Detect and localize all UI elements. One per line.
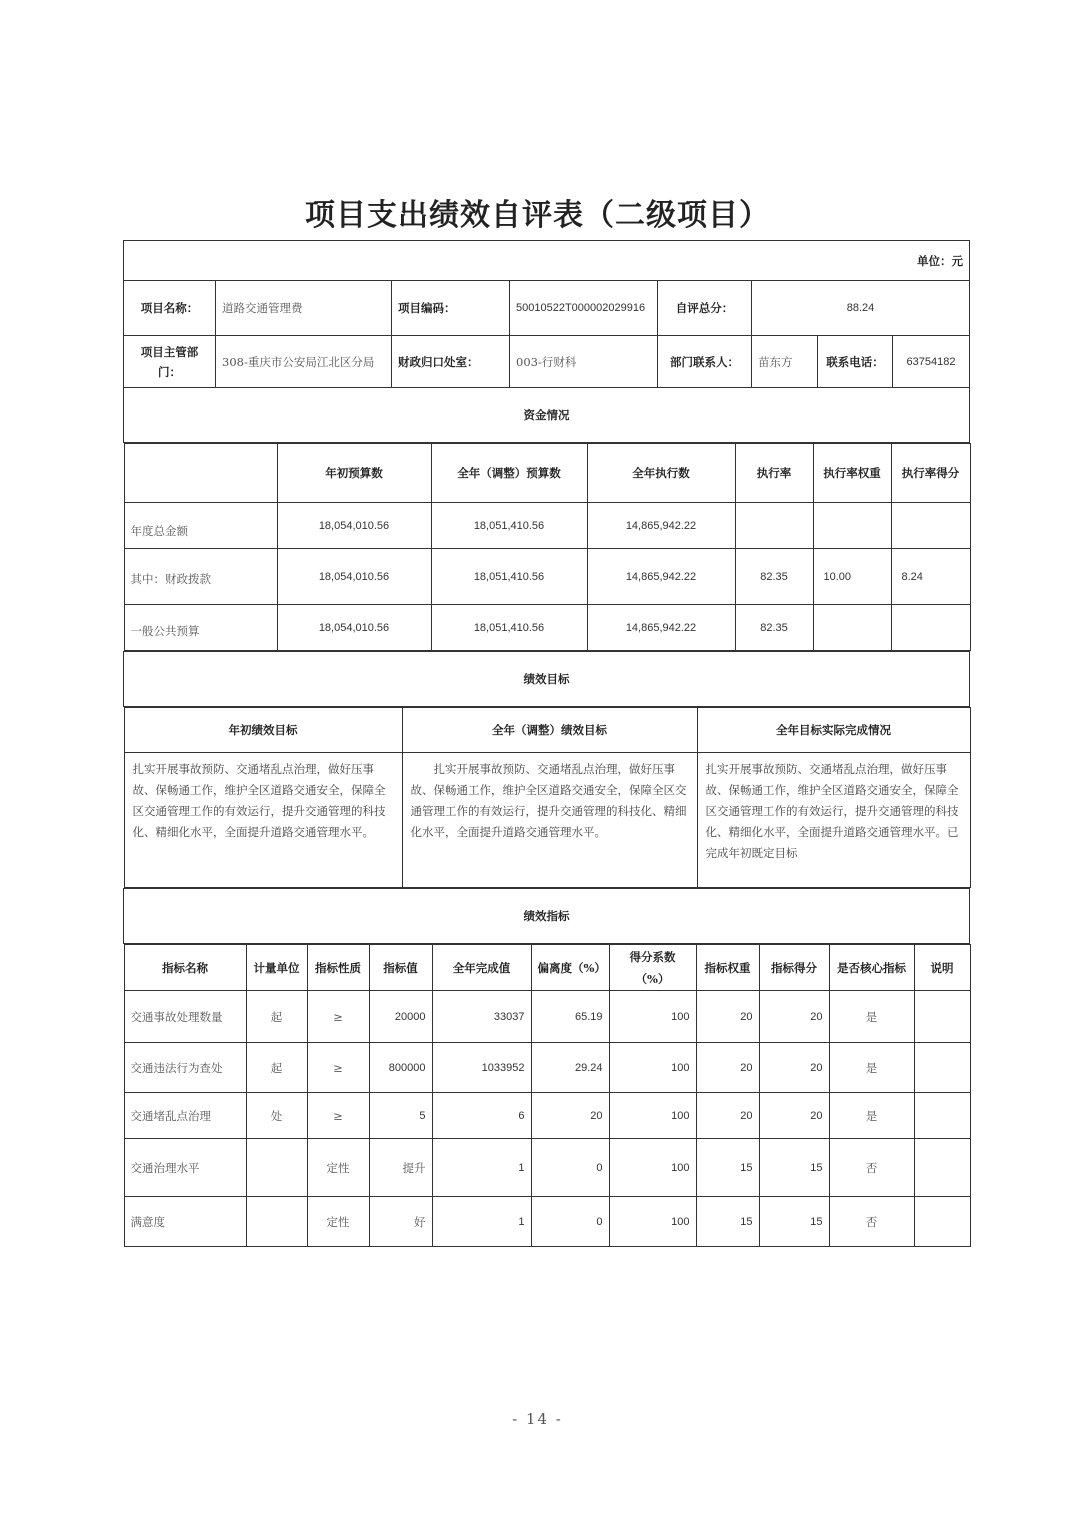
indicator-core: 是 [829,991,914,1043]
indicator-deviation: 65.19 [531,991,609,1043]
indicator-completed: 1 [432,1197,531,1247]
indicator-name: 交通违法行为查处 [124,1043,246,1093]
indicator-row [124,1139,970,1197]
funds-table [124,443,971,651]
funds-cell: 18,051,410.56 [431,605,587,651]
indicator-coefficient: 100 [609,1093,696,1139]
indicator-note [914,1197,970,1247]
indicator-value: 800000 [369,1043,432,1093]
indicator-nature: ≥ [307,1093,369,1139]
indicator-row [124,1093,970,1139]
funds-cell: 18,054,010.56 [277,503,431,549]
indicator-header-value: 指标值 [369,945,432,991]
goal-actual-text: 扎实开展事故预防、交通堵乱点治理，做好压事故、保畅通工作，维护全区道路交通安全，保障全区交通管理工作的有效运行，提升交通管理的科技化、精细化水平，全面提升道路交通管理水平。已完成年初既定目标 [697,753,970,888]
project-code-value: 50010522T000002029916 [510,281,658,336]
indicator-unit: 起 [246,1043,307,1093]
indicator-nature: 定性 [307,1139,369,1197]
indicator-coefficient: 100 [609,991,696,1043]
indicator-weight: 20 [696,991,759,1043]
funds-section-title: 资金情况 [124,388,970,443]
dept-value: 308-重庆市公安局江北区分局 [216,336,392,388]
indicator-deviation: 20 [531,1093,609,1139]
indicator-value: 好 [369,1197,432,1247]
indicator-coefficient: 100 [609,1197,696,1247]
funds-cell: 8.24 [891,549,970,605]
indicator-completed: 1 [432,1139,531,1197]
indicator-coefficient: 100 [609,1139,696,1197]
page-number: - 14 - [512,1410,563,1428]
indicator-core: 否 [829,1197,914,1247]
indicator-name: 满意度 [124,1197,246,1247]
contact-label: 部门联系人： [658,336,752,388]
indicator-header-note: 说明 [914,945,970,991]
indicator-weight: 15 [696,1139,759,1197]
page-title: 项目支出绩效自评表（二级项目） [305,198,770,233]
indicator-weight: 20 [696,1043,759,1093]
indicator-coefficient: 100 [609,1043,696,1093]
evaluation-table [123,240,970,1247]
funds-cell: 14,865,942.22 [587,605,735,651]
indicator-completed: 1033952 [432,1043,531,1093]
funds-cell: 10.00 [813,549,891,605]
indicator-deviation: 0 [531,1139,609,1197]
indicator-header-score: 指标得分 [759,945,829,991]
indicator-unit [246,1139,307,1197]
finance-office-label: 财政归口处室： [392,336,510,388]
indicator-weight: 20 [696,1093,759,1139]
funds-header-rate: 执行率 [735,444,813,503]
self-score-value: 88.24 [752,281,970,336]
project-code-label: 项目编码： [392,281,510,336]
indicator-deviation: 29.24 [531,1043,609,1093]
funds-row-label: 一般公共预算 [124,605,277,651]
phone-label: 联系电话： [818,336,893,388]
indicator-value: 5 [369,1093,432,1139]
indicator-header-deviation: 偏离度（%） [531,945,609,991]
indicator-note [914,991,970,1043]
indicator-header-core: 是否核心指标 [829,945,914,991]
funds-cell [735,503,813,549]
goals-header-adjusted: 全年（调整）绩效目标 [402,708,697,753]
goals-table [124,707,971,888]
indicator-header-unit: 计量单位 [246,945,307,991]
indicator-score: 15 [759,1197,829,1247]
indicator-nature: ≥ [307,991,369,1043]
indicator-header-completed: 全年完成值 [432,945,531,991]
indicators-table [124,944,971,1247]
funds-cell: 82.35 [735,605,813,651]
indicator-value: 提升 [369,1139,432,1197]
indicator-nature: ≥ [307,1043,369,1093]
funds-row-label: 年度总金额 [124,503,277,549]
indicator-name: 交通事故处理数量 [124,991,246,1043]
funds-cell: 18,054,010.56 [277,605,431,651]
contact-value: 苗东方 [752,336,818,388]
funds-cell: 18,051,410.56 [431,503,587,549]
funds-cell [891,503,970,549]
indicator-header-coefficient: 得分系数（%） [609,945,696,991]
funds-cell: 82.35 [735,549,813,605]
indicator-unit: 起 [246,991,307,1043]
project-name-value: 道路交通管理费 [216,281,392,336]
funds-cell: 14,865,942.22 [587,549,735,605]
funds-row-label: 其中：财政拨款 [124,549,277,605]
indicator-core: 是 [829,1043,914,1093]
indicator-row [124,1197,970,1247]
indicator-unit: 处 [246,1093,307,1139]
goals-header-actual: 全年目标实际完成情况 [697,708,970,753]
goals-section-title: 绩效目标 [124,652,970,707]
funds-header-executed: 全年执行数 [587,444,735,503]
funds-cell: 14,865,942.22 [587,503,735,549]
self-score-label: 自评总分： [658,281,752,336]
funds-header-adjusted-budget: 全年（调整）预算数 [431,444,587,503]
goal-adjusted-text: 扎实开展事故预防、交通堵乱点治理，做好压事故、保畅通工作，维护全区道路交通安全，保障全区交通管理工作的有效运行，提升交通管理的科技化、精细化水平，全面提升道路交通管理水平。 [402,753,697,888]
indicator-note [914,1043,970,1093]
indicator-score: 15 [759,1139,829,1197]
funds-header-rate-weight: 执行率权重 [813,444,891,503]
goal-initial-text: 扎实开展事故预防、交通堵乱点治理，做好压事故、保畅通工作，维护全区道路交通安全，保障全区交通管理工作的有效运行，提升交通管理的科技化、精细化水平，全面提升道路交通管理水平。 [124,753,402,888]
funds-cell [813,605,891,651]
phone-value: 63754182 [893,336,970,388]
indicator-deviation: 0 [531,1197,609,1247]
indicator-unit [246,1197,307,1247]
indicator-nature: 定性 [307,1197,369,1247]
indicator-header-weight: 指标权重 [696,945,759,991]
indicator-row [124,1043,970,1093]
indicator-note [914,1139,970,1197]
indicator-name: 交通堵乱点治理 [124,1093,246,1139]
indicator-row [124,991,970,1043]
unit-label: 单位：元 [124,241,970,281]
funds-header-blank [124,444,277,503]
indicator-value: 20000 [369,991,432,1043]
funds-cell: 18,051,410.56 [431,549,587,605]
indicator-name: 交通治理水平 [124,1139,246,1197]
indicator-completed: 33037 [432,991,531,1043]
indicator-score: 20 [759,1093,829,1139]
indicator-score: 20 [759,991,829,1043]
indicator-completed: 6 [432,1093,531,1139]
indicator-header-name: 指标名称 [124,945,246,991]
goals-header-initial: 年初绩效目标 [124,708,402,753]
funds-cell [891,605,970,651]
indicator-header-nature: 指标性质 [307,945,369,991]
indicator-note [914,1093,970,1139]
indicator-weight: 15 [696,1197,759,1247]
indicator-score: 20 [759,1043,829,1093]
indicator-core: 是 [829,1093,914,1139]
funds-cell: 18,054,010.56 [277,549,431,605]
funds-header-initial-budget: 年初预算数 [277,444,431,503]
project-name-label: 项目名称： [124,281,216,336]
indicator-core: 否 [829,1139,914,1197]
funds-cell [813,503,891,549]
funds-header-rate-score: 执行率得分 [891,444,970,503]
finance-office-value: 003-行财科 [510,336,658,388]
dept-label: 项目主管部门： [124,336,216,388]
indicators-section-title: 绩效指标 [124,889,970,944]
